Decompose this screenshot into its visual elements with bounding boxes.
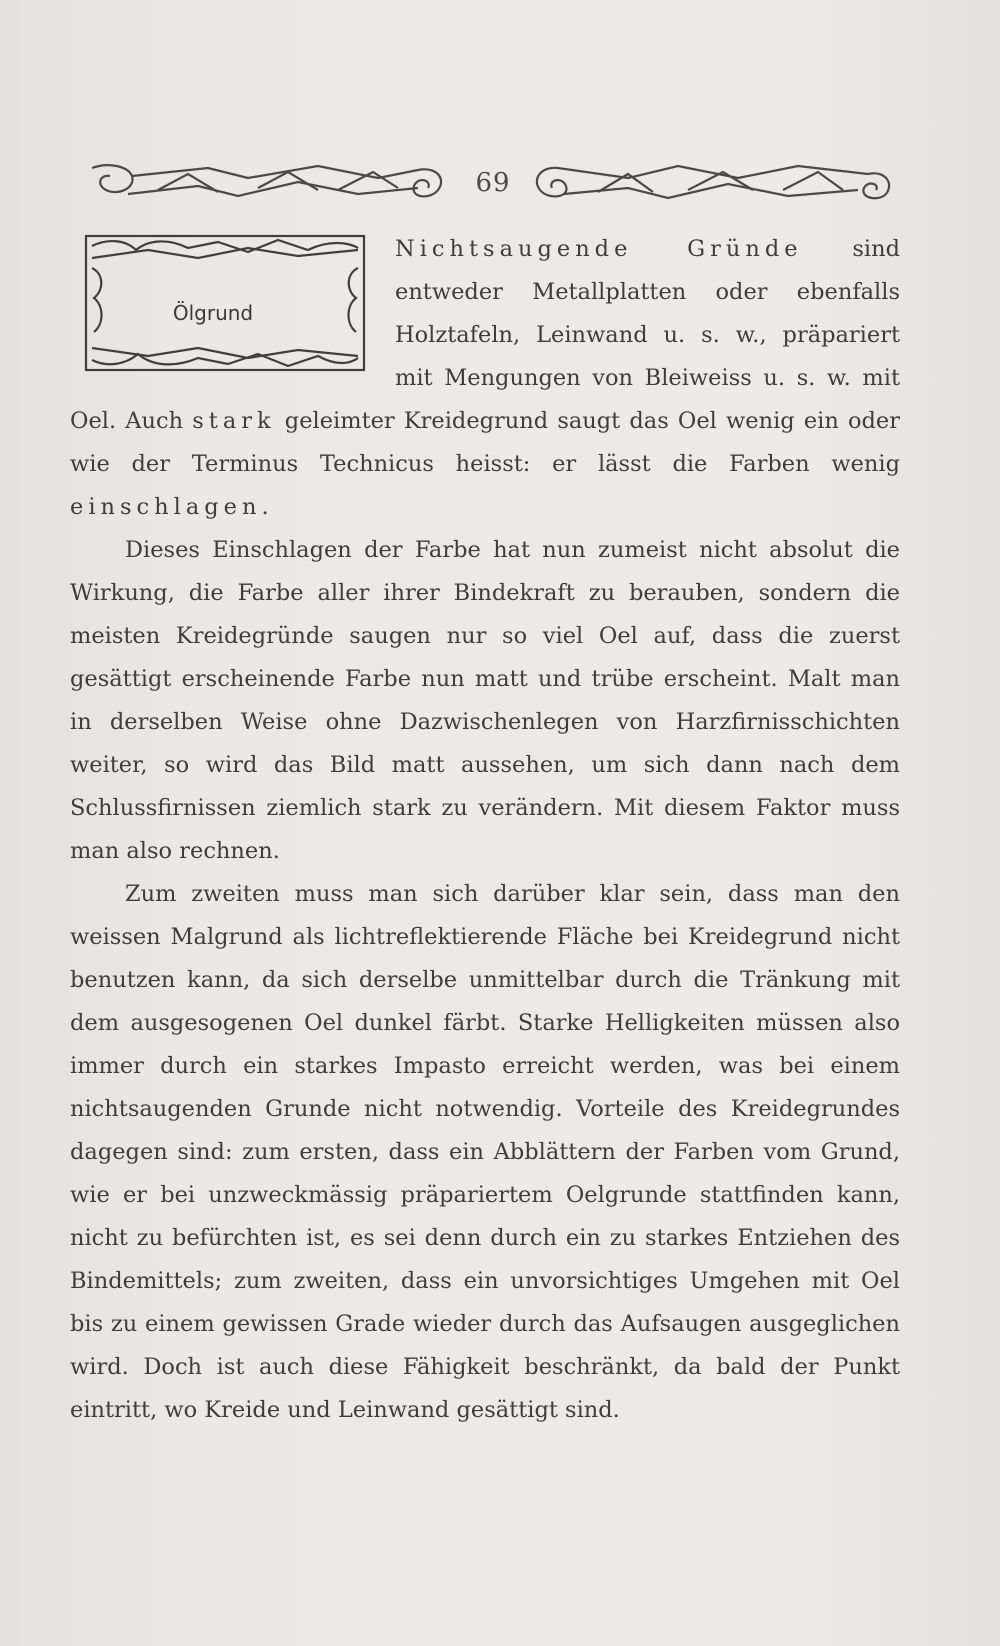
section-label: Ölgrund [172, 301, 254, 325]
page-number: 69 [475, 168, 511, 198]
paragraph-1-text-b: geleimter Kreidegrund saugt das Oel wenig ein oder wie der Terminus Technicus heisst: er lässt die Farben wenig [70, 408, 900, 477]
left-header-ornament [88, 158, 448, 204]
paragraph-2: Dieses Einschlagen der Farbe hat nun zumeist nicht absolut die Wirkung, die Farbe aller ihrer Bindekraft zu berauben, sondern die meisten Kreidegründe saugen nur so viel Oel auf, dass die zuerst gesättigt erscheinende Farbe nun matt und trübe erscheint. Malt man in derselben Weise ohne Dazwischenlegen von Harzfirnisschichten weiter, so wird das Bild matt aussehen, um sich dann nach dem Schlussfirnissen ziemlich stark zu verändern. Mit diesem Faktor muss man also rechnen. [70, 537, 900, 864]
section-label-box [78, 228, 373, 398]
paragraph-1-text-a: sind entweder Metallplatten oder ebenfalls Holztafeln, Leinwand u. s. w., präpariert mit Mengungen von Bleiweiss u. s. w. mit Oel. Auch [70, 236, 900, 434]
paragraph-3: Zum zweiten muss man sich darüber klar sein, dass man den weissen Malgrund als lichtreflektierende Fläche bei Kreidegrund nicht benutzen kann, da sich derselbe unmittelbar durch die Tränkung mit dem ausgesogenen Oel dunkel färbt. Starke Helligkeiten müssen also immer durch ein starkes Impasto erreicht werden, was bei einem nichtsaugenden Grunde nicht notwendig. Vorteile des Kreidegrundes dagegen sind: zum ersten, dass ein Abblättern der Farben vom Grund, wie er bei unzweckmässig präpariertem Oelgrunde stattfinden kann, nicht zu befürchten ist, es sei denn durch ein zu starkes Entziehen des Bindemittels; zum zweiten, dass ein unvorsichtiges Umgehen mit Oel bis zu einem gewissen Grade wieder durch das Aufsaugen ausgeglichen wird. Doch ist auch diese Fähigkeit beschränkt, da bald der Punkt eintritt, wo Kreide und Leinwand gesättigt sind. [70, 881, 900, 1423]
emphasis-einschlagen: einschlagen [70, 494, 262, 520]
right-header-ornament [528, 158, 898, 204]
lead-words: Nichtsaugende Gründe [395, 236, 803, 262]
paragraph-1 [70, 228, 900, 529]
emphasis-stark: stark [192, 408, 276, 434]
page-header [88, 158, 898, 208]
paragraph-1-end: . [261, 494, 269, 520]
body-text [70, 228, 900, 1432]
